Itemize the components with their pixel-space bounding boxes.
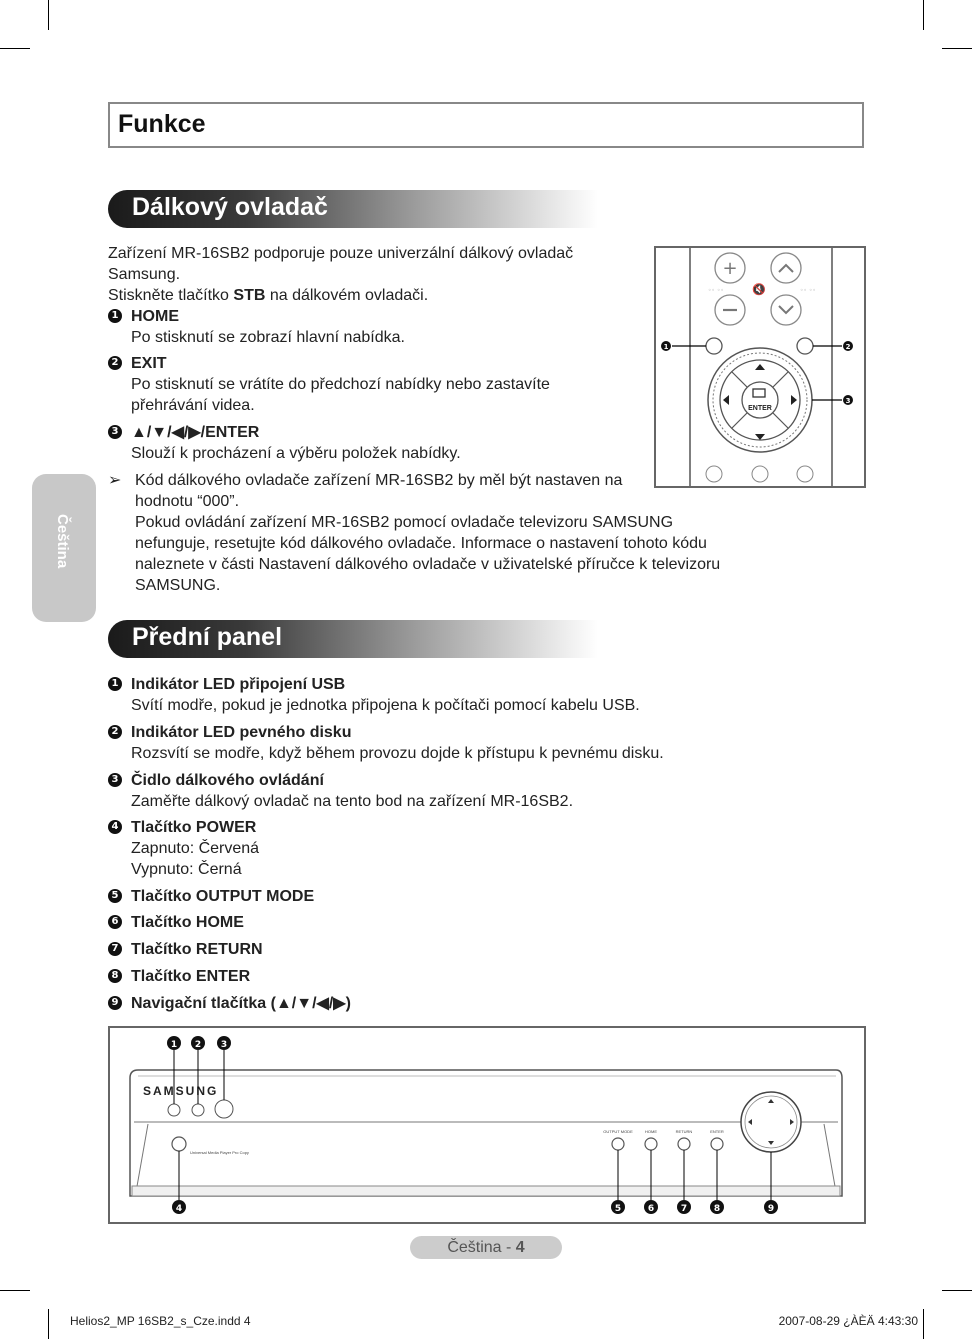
callout-number: 2 (108, 356, 122, 370)
enter-button-label: ENTER (748, 405, 772, 412)
brand-logo: SAMSUNG (143, 1084, 219, 1098)
callout-number: 3 (108, 773, 122, 787)
intro-line: Samsung. (108, 266, 181, 283)
remote-illustration (654, 246, 866, 488)
remote-drawing (656, 248, 864, 486)
panel-callout-4-label: 4 (175, 1204, 183, 1214)
output-mode-button (612, 1138, 624, 1150)
panel-callout-5-label: 5 (614, 1204, 622, 1214)
panel-callout-9-label: 9 (767, 1204, 775, 1214)
item-desc: přehrávání videa. (131, 397, 255, 414)
svg-text:🔇: 🔇 (752, 283, 766, 296)
slug-left: Helios2_MP 16SB2_s_Cze.indd 4 (70, 1314, 251, 1328)
front-panel-illustration (108, 1026, 866, 1224)
page-number: 4 (515, 1239, 525, 1256)
callout-number: 2 (108, 725, 122, 739)
item-desc: Po stisknutí se vrátíte do předchozí nabídky nebo zastavíte (131, 376, 550, 393)
callout-number: 3 (108, 425, 122, 439)
section-heading-front-panel-label: Přední panel (132, 623, 283, 651)
panel-item (108, 912, 748, 933)
item-title: Tlačítko OUTPUT MODE (131, 888, 315, 905)
svg-text:◦◦ ◦◦: ◦◦ ◦◦ (800, 287, 817, 294)
callout-number: 4 (108, 820, 122, 834)
panel-item (108, 817, 748, 880)
enter-button (742, 382, 778, 418)
home-button (706, 338, 722, 354)
language-side-tab-label: Čeština (54, 514, 71, 569)
panel-callout-6-label: 6 (647, 1204, 655, 1214)
crop-mark (48, 1309, 49, 1339)
usb-led (168, 1104, 180, 1116)
crop-mark (942, 1290, 972, 1291)
crop-mark (942, 48, 972, 49)
item-desc: Rozsvítí se modře, když během provozu dojde k přístupu k pevnému disku. (131, 745, 664, 762)
note-line: Kód dálkového ovladače zařízení MR-16SB2 by měl být nastaven na (135, 472, 623, 489)
front-panel-drawing (110, 1028, 864, 1222)
output-mode-label: OUTPUT MODE (603, 1129, 633, 1134)
crop-mark (0, 1290, 30, 1291)
remote-callout-3-label: 3 (845, 397, 851, 405)
stb-key: STB (233, 287, 266, 304)
panel-enter-button (711, 1138, 723, 1150)
note-line: Pokud ovládání zařízení MR-16SB2 pomocí ovladače televizoru SAMSUNG (135, 514, 674, 531)
item-title: Indikátor LED pevného disku (131, 724, 352, 741)
crop-mark (923, 0, 924, 30)
remote-item (108, 306, 648, 348)
hdd-led (192, 1104, 204, 1116)
remote-intro (108, 243, 648, 306)
remote-note (108, 470, 768, 596)
panel-home-button (645, 1138, 657, 1150)
note-line: SAMSUNG. (135, 577, 221, 594)
item-desc: Slouží k procházení a výběru položek nabídky. (131, 445, 461, 462)
panel-callout-1-label: 1 (170, 1040, 178, 1050)
svg-text:◦◦ ◦◦: ◦◦ ◦◦ (708, 287, 725, 294)
ir-sensor (215, 1100, 233, 1118)
item-desc: Zapnuto: Červená (131, 840, 260, 857)
panel-item (108, 770, 748, 812)
callout-number: 7 (108, 942, 122, 956)
panel-item (108, 674, 748, 716)
page-number-pill (410, 1236, 562, 1259)
remote-callout-1-label: 1 (663, 343, 669, 351)
remote-item (108, 353, 648, 416)
power-button (172, 1137, 186, 1151)
item-desc: Vypnuto: Černá (131, 861, 242, 878)
crop-mark (923, 1309, 924, 1339)
panel-callout-7-label: 7 (680, 1204, 688, 1214)
callout-number: 8 (108, 969, 122, 983)
note-line: naleznete v části Nastavení dálkového ovladače v uživatelské příručce k televizoru (135, 556, 721, 573)
callout-number: 5 (108, 889, 122, 903)
crop-mark (0, 48, 30, 49)
section-heading-remote (108, 190, 598, 228)
panel-callout-3-label: 3 (220, 1040, 228, 1050)
footer-language: Čeština - (447, 1239, 516, 1256)
callout-number: 6 (108, 915, 122, 929)
panel-item (108, 722, 748, 764)
return-button (678, 1138, 690, 1150)
stb-post: na dálkovém ovladači. (265, 287, 429, 304)
slug-right: 2007-08-29 ¿ÀÈÄ 4:43:30 (778, 1314, 918, 1328)
remote-callout-2-label: 2 (845, 343, 851, 351)
item-title: Tlačítko ENTER (131, 968, 251, 985)
item-title: EXIT (131, 355, 167, 372)
panel-item (108, 993, 748, 1014)
panel-callout-2-label: 2 (194, 1040, 202, 1050)
note-line: hodnotu “000”. (135, 493, 240, 510)
item-title: Navigační tlačítka (▲/▼/◀/▶) (131, 995, 351, 1012)
item-title: HOME (131, 308, 179, 325)
return-label: RETURN (675, 1129, 693, 1134)
item-title: Tlačítko HOME (131, 914, 244, 931)
channel-down-button (771, 295, 801, 325)
panel-callout-8-label: 8 (713, 1204, 721, 1214)
item-title: Tlačítko RETURN (131, 941, 263, 958)
page-title: Funkce (118, 110, 206, 138)
section-heading-remote-label: Dálkový ovladač (132, 193, 328, 221)
item-title: Indikátor LED připojení USB (131, 676, 346, 693)
item-title: Tlačítko POWER (131, 819, 257, 836)
exit-button (797, 338, 813, 354)
callout-number: 9 (108, 996, 122, 1010)
remote-item (108, 422, 648, 464)
section-heading-front-panel (108, 620, 598, 658)
item-title: Čidlo dálkového ovládání (131, 772, 324, 789)
crop-mark (48, 0, 49, 30)
intro-line: Zařízení MR-16SB2 podporuje pouze univerzální dálkový ovladač (108, 245, 574, 262)
callout-number: 1 (108, 677, 122, 691)
panel-item (108, 886, 748, 907)
enter-label: ENTER (710, 1129, 724, 1134)
stb-instruction (108, 285, 648, 306)
panel-item (108, 966, 748, 987)
item-desc: Zaměřte dálkový ovladač na tento bod na zařízení MR-16SB2. (131, 793, 574, 810)
callout-number: 1 (108, 309, 122, 323)
page-title-box (108, 102, 864, 148)
panel-item (108, 939, 748, 960)
note-line: nefunguje, resetujte kód dálkového ovladače. Informace o nastavení tohoto kódu (135, 535, 707, 552)
item-title: ▲/▼/◀/▶/ENTER (131, 424, 260, 441)
language-side-tab (32, 474, 96, 622)
note-marker: ➢ (108, 472, 122, 489)
stb-pre: Stiskněte tlačítko (108, 287, 234, 304)
item-desc: Svítí modře, pokud je jednotka připojena k počítači pomocí kabelu USB. (131, 697, 640, 714)
front-text: Universal Media Player Pro Copy (190, 1150, 249, 1155)
svg-text:+: + (722, 258, 738, 279)
channel-up-button (771, 253, 801, 283)
home-label: HOME (645, 1129, 657, 1134)
item-desc: Po stisknutí se zobrazí hlavní nabídka. (131, 329, 405, 346)
